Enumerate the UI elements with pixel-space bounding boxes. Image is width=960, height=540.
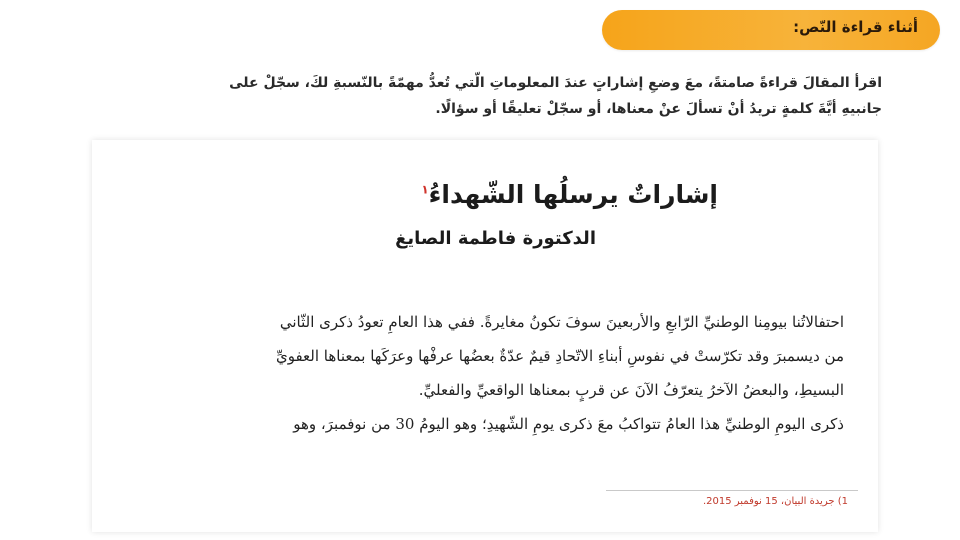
footnote-marker: ١ [421,182,429,197]
article-title [421,180,718,209]
section-header-pill [602,10,940,50]
article-line: من ديسمبرَ وقد تكرّستْ في نفوسِ أبناءِ الاتّحادِ قيمٌ عدّةٌ بعضُها عرفْها وعرَكَها بمعناها العفويِّ [275,347,844,365]
article-footnote: 1) جريدة البيان، 15 نوفمبر 2015. [702,496,848,507]
article-line: احتفالاتُنا بيومِنا الوطنيِّ الرّابعِ والأربعينَ سوفَ تكونُ مغايرةً. ففي هذا العامِ تعودُ ذكرى الثّاني [279,313,844,331]
reading-instructions [82,70,882,122]
article-line: ذكرى اليومِ الوطنيِّ هذا العامُ تتواكبُ معَ ذكرى يومِ الشّهيدِ؛ وهو اليومُ 30 من نوفمبرَ، وهو [293,415,844,433]
article-line: البسيطِ، والبعضُ الآخرُ يتعرّفُ الآنَ عن قربٍ بمعناها الواقعيِّ والفعليِّ. [418,381,844,399]
footnote-divider [606,490,858,491]
article-title-text: إشاراتٌ يرسلُها الشّهداءُ [428,180,718,209]
article-author: الدكتورة فاطمة الصايغ [395,228,596,249]
section-header-label: أثناء قراءة النّص: [793,18,918,36]
article-body [104,305,844,441]
instructions-line-1: اقرأ المقالَ قراءةً صامتةً، معَ وضعِ إشاراتٍ عندَ المعلوماتِ الّتي تُعدُّ مهمّةً بالنّسبةِ لكَ، سجّلْ على [229,75,882,91]
instructions-line-2: جانبيهِ أيَّةَ كلمةٍ تريدُ أنْ تسألَ عنْ معناها، أو سجّلْ تعليقًا أو سؤالًا. [435,101,882,117]
